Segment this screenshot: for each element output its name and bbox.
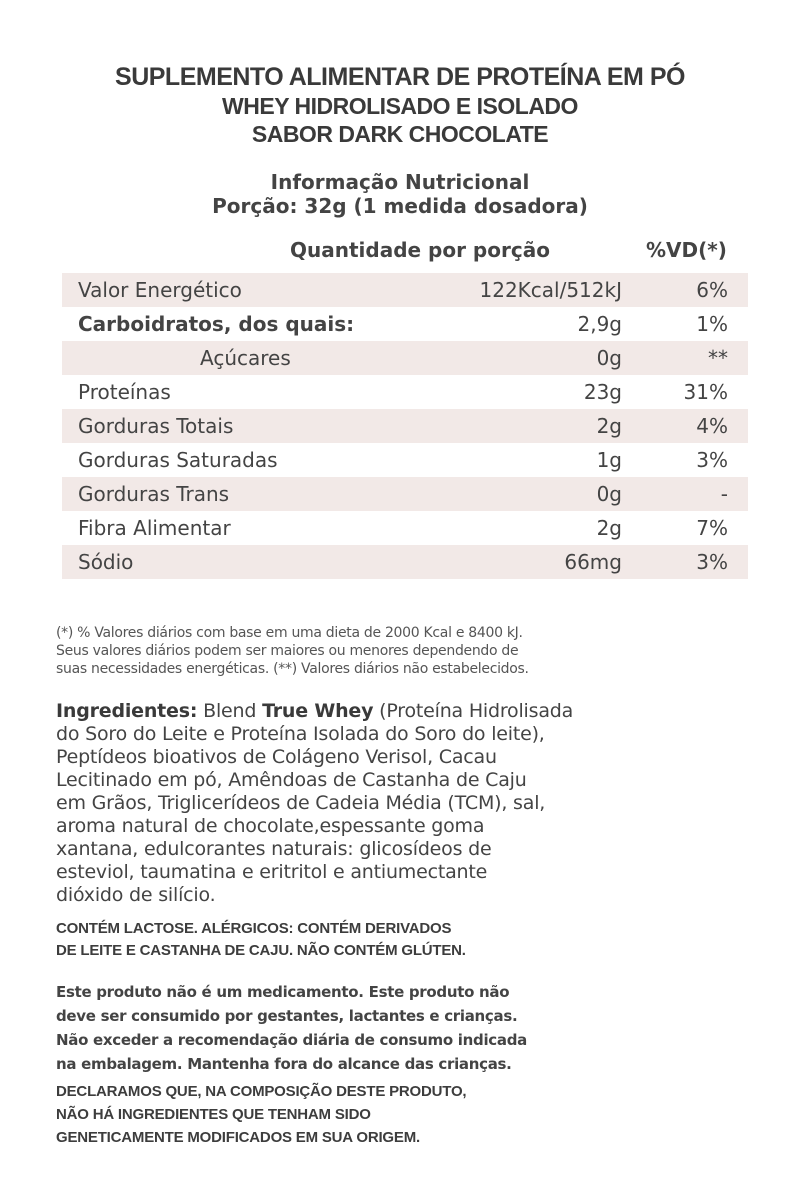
nutrient-vd: 3% [696, 550, 728, 574]
nutrient-name: Valor Energético [78, 278, 242, 302]
footnote-line: (*) % Valores diários com base em uma dieta de 2000 Kcal e 8400 kJ. [56, 625, 523, 641]
table-row [62, 511, 748, 545]
product-subtitle-type: WHEY HIDROLISADO E ISOLADO [222, 93, 578, 119]
nutrient-name: Fibra Alimentar [78, 516, 231, 540]
portion-size: Porção: 32g (1 medida dosadora) [212, 194, 588, 218]
nutrient-name: Gorduras Trans [78, 482, 230, 506]
nutrient-name: Carboidratos, dos quais: [78, 312, 355, 336]
ingredients-line: Lecitinado em pó, Amêndoas de Castanha de Caju [56, 769, 527, 791]
nutrient-quantity: 2g [596, 414, 622, 438]
footnote-line: Seus valores diários podem ser maiores ou menores dependendo de [56, 643, 519, 659]
declaration-line: NÃO HÁ INGREDIENTES QUE TENHAM SIDO [56, 1106, 371, 1123]
nutrient-quantity: 0g [596, 482, 622, 506]
ingredients-first-line [56, 700, 756, 723]
nutrient-vd: - [720, 482, 728, 506]
nutrient-name: Açúcares [200, 346, 291, 370]
column-header-vd: %VD(*) [646, 238, 727, 262]
warning-line: na embalagem. Mantenha fora do alcance das crianças. [56, 1055, 512, 1073]
nutrient-quantity: 66mg [564, 550, 622, 574]
warning-line: deve ser consumido por gestantes, lactantes e crianças. [56, 1007, 518, 1025]
ingredients-text: Blend [197, 700, 263, 722]
declaration-line: GENETICAMENTE MODIFICADOS EM SUA ORIGEM. [56, 1129, 420, 1146]
table-row [62, 307, 748, 341]
daily-value-footnote [56, 624, 756, 678]
nutrient-vd: 7% [696, 516, 728, 540]
nutrient-quantity: 23g [583, 380, 622, 404]
ingredients-line: xantana, edulcorantes naturais: glicosídeos de [56, 838, 492, 860]
table-row [62, 477, 748, 511]
warning-line: Não exceder a recomendação diária de consumo indicada [56, 1031, 527, 1049]
nutrient-quantity: 2,9g [577, 312, 622, 336]
allergen-line: DE LEITE E CASTANHA DE CAJU. NÃO CONTÉM GLÚTEN. [56, 942, 466, 959]
nutrient-name: Gorduras Totais [78, 414, 234, 438]
table-row [62, 341, 748, 375]
ingredients-line: esteviol, taumatina e eritritol e antiumectante [56, 861, 488, 883]
nutrient-vd: 3% [696, 448, 728, 472]
ingredients-line: dióxido de silício. [56, 884, 216, 906]
nutrient-quantity: 122Kcal/512kJ [479, 278, 622, 302]
nutrient-vd: 1% [696, 312, 728, 336]
footnote-line: suas necessidades energéticas. (**) Valores diários não estabelecidos. [56, 661, 529, 677]
declaration-line: DECLARAMOS QUE, NA COMPOSIÇÃO DESTE PRODUTO, [56, 1083, 467, 1100]
nutrient-quantity: 0g [596, 346, 622, 370]
product-title: SUPLEMENTO ALIMENTAR DE PROTEÍNA EM PÓ [115, 63, 685, 91]
ingredients-line: em Grãos, Triglicerídeos de Cadeia Média (TCM), sal, [56, 792, 546, 814]
ingredients-line: do Soro do Leite e Proteína Isolada do Soro do leite), [56, 723, 545, 745]
ingredients-line: aroma natural de chocolate,espessante goma [56, 815, 485, 837]
nutrient-quantity: 1g [596, 448, 622, 472]
ingredients-brand: True Whey [262, 700, 374, 722]
allergen-line: CONTÉM LACTOSE. ALÉRGICOS: CONTÉM DERIVADOS [56, 920, 452, 937]
nutrition-info-title: Informação Nutricional [270, 170, 530, 194]
warning-line: Este produto não é um medicamento. Este produto não [56, 983, 510, 1001]
product-header [0, 62, 800, 148]
product-subtitle-flavor: SABOR DARK CHOCOLATE [251, 121, 549, 147]
ingredients-label: Ingredientes: [56, 700, 198, 722]
ingredients-section [56, 700, 756, 907]
allergen-notice [56, 918, 766, 962]
nutrient-name: Gorduras Saturadas [78, 448, 278, 472]
nutrient-name: Sódio [78, 550, 134, 574]
nutrition-info-heading [0, 170, 800, 218]
column-header-quantity: Quantidade por porção [290, 238, 550, 262]
ingredients-line: Peptídeos bioativos de Colágeno Verisol, Cacau [56, 746, 497, 768]
nutrient-name: Proteínas [78, 380, 171, 404]
nutrition-table [62, 273, 748, 579]
table-row [62, 375, 748, 409]
usage-warning [56, 980, 766, 1076]
gmo-declaration [56, 1080, 766, 1149]
nutrient-vd: 31% [683, 380, 728, 404]
nutrient-vd: 6% [696, 278, 728, 302]
ingredients-text: (Proteína Hidrolisada [373, 700, 574, 722]
nutrient-quantity: 2g [596, 516, 622, 540]
table-row [62, 443, 748, 477]
table-row [62, 409, 748, 443]
nutrient-vd: 4% [696, 414, 728, 438]
table-row [62, 273, 748, 307]
nutrient-vd: ** [708, 346, 728, 370]
table-row [62, 545, 748, 579]
